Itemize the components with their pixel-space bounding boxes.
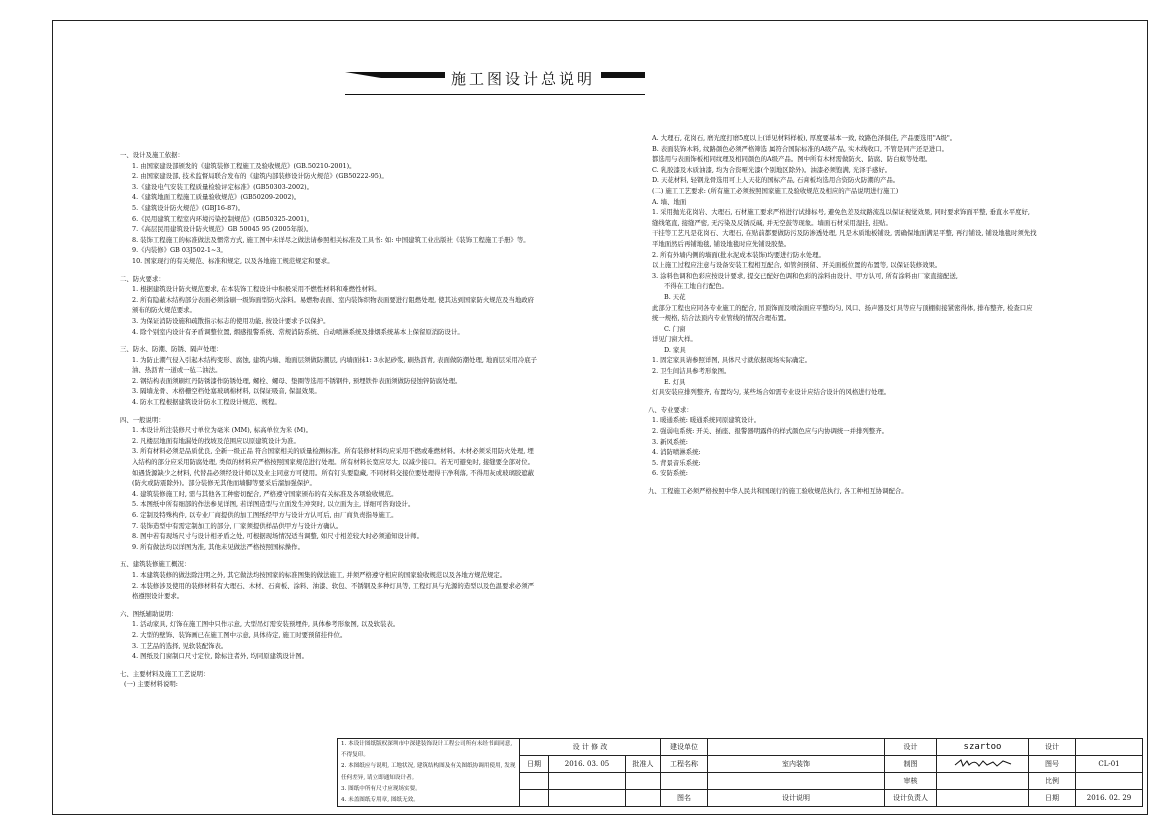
note-item: 3. 涂料色调和色彩应按设计要求, 提交已配好色调和色彩的涂料由设计、甲方认可, 所有涂料由厂家直接配送, <box>652 271 958 280</box>
note-item: 3. 隔墙龙骨、木格栅空档处塞玻璃棉材料, 以保证吸音, 保温效果。 <box>132 387 321 396</box>
scale-label: 比例 <box>1029 773 1076 790</box>
note-item: 3. 工艺品的选择, 见软装配饰表。 <box>132 641 228 650</box>
note-item: 干挂等工艺凡是花岗石、大理石, 在贴前都要做防污及防渗透处理, 凡是木质地板铺设, 需确保地面满足平整, 再行铺设, 铺设地毯时须先找平地面然后再铺地毯, 铺设地毯时应先铺设胶垫。 <box>652 229 1037 248</box>
design-value <box>1076 739 1143 756</box>
note-item: 1. 本设计所注装修尺寸单位为毫米 (MM), 标高单位为米 (M)。 <box>132 426 313 435</box>
note-item: C. 门窗 <box>664 324 686 333</box>
note-item: 7.《高层民用建筑设计防火规范》GB 50045 95 (2005年版)。 <box>132 225 313 234</box>
design-label: 设计 <box>885 739 937 756</box>
note-item: 此部分工程也应同各专业施工的配合, 吊顶饰面及喷涂面应平整均匀, 风口、扬声器及灯具等应与顶棚衔接紧密得体, 排布整齐, 检查口应统一规格, 结合法顶内专业管线的情况合理布置。 <box>652 303 1033 323</box>
date-value: 2016. 02. 29 <box>1076 790 1143 807</box>
section-heading: 六、图纸辅助说明： <box>120 609 178 618</box>
note-item: 2. 卫生间洁具参考形象图。 <box>652 367 731 376</box>
date-label-2: 日期 <box>1029 790 1076 807</box>
note-item: (一) 主要材料说明: <box>124 680 178 689</box>
note-item: 1. 根据建筑设计防火规范要求, 在本装饰工程设计中积极采用不燃性材料和难燃性材料。 <box>132 285 381 294</box>
note-item: D. 家具 <box>664 345 686 354</box>
note-item: 2. 由国家建设部, 技术监督局联合发布的《建筑内部装修设计防火规范》(GB50222-95)。 <box>132 172 388 181</box>
note-item: 5. 本图纸中所有细部的作法参见详图, 若详图造型与立面发生冲突时, 以立面为主, 详细可咨询设计。 <box>132 500 415 509</box>
right-notes-column <box>648 133 1038 497</box>
section-heading: 一、设计及施工依据： <box>120 151 184 159</box>
note-item: C. 乳胶漆及木质油漆, 均为合资哑光漆(个别地区除外)。油漆必须饱满, 光泽手感好。 <box>652 165 892 174</box>
note-item: 1. 固定家具请参照详图, 具体尺寸就依据现场实际确定。 <box>652 356 812 365</box>
note-item: 1. 暖通系统: 暖通系统同原建筑设计。 <box>652 416 761 425</box>
client-value <box>708 739 885 756</box>
section-heading: 三、防水、防潮、防锈、隔声处理： <box>120 345 223 354</box>
note-item: 都选用与表面饰板相同纹理及相同颜色的A级产品。图中所有木材需做防火、防腐、防白蚁等处理。 <box>652 155 932 164</box>
note-item: 4. 消防喷淋系统: <box>652 448 701 457</box>
section-heading: 四、一般说明： <box>120 415 165 424</box>
note-item: 9. 所有做法均以详图为准, 其他未见做法严格按照国标操作。 <box>132 542 304 551</box>
note-item: 2. 强弱电系统: 开关、插座、报警器明露件的样式颜色应与内协调统一并排列整齐。 <box>652 427 888 436</box>
note-item: 5.《建筑设计防火规范》(GBJ16-87)。 <box>132 203 245 212</box>
note-item: 2. 所有隐蔽木结构部分表面必须涂刷一级饰面型防火涂料。易燃物表面、室内装饰织物表面要进行阻燃处理, 使其达到国家防火规范及当地政府颁布的防火规范要求。 <box>132 295 535 315</box>
spacer-cell <box>661 773 708 790</box>
note-item: B. 表面装饰木料, 纹路颜色必须严格筛选 属符合国际标准的A级产品, 实木线收口, 不管是同产还是进口。 <box>652 144 948 153</box>
page-title: 施工图设计总说明 <box>445 68 601 89</box>
note-item: 9.《内装修》GB 03J502-1~3。 <box>132 246 227 255</box>
note-item: 3.《建设电气安装工程质量检验评定标准》(GB50303-2002)。 <box>132 182 314 191</box>
lead-label: 设计负责人 <box>885 790 937 807</box>
drawing-no-label: 图号 <box>1029 756 1076 773</box>
drawing-no: CL-01 <box>1076 756 1143 773</box>
drawing-name-label: 图名 <box>661 790 708 807</box>
section-heading: 二、防火要求： <box>120 274 165 283</box>
lead-value <box>937 790 1029 807</box>
note-item: E. 灯具 <box>664 377 686 386</box>
note-item: 2. 钢结构表面须刷红丹防锈漆作防锈处理, 螺栓、螺母、垫圈等选用不锈钢件, 预埋铁件表面须做防侵蚀锌防腐处理。 <box>132 376 462 385</box>
revision-header: 设 计 修 改 <box>520 739 661 756</box>
note-item: 灯具安装应排列整齐, 布置均匀, 某些场合如需专业设计应结合设计的风格进行处理。 <box>652 388 891 397</box>
revision-date: 2016. 03. 05 <box>549 756 626 773</box>
note-item: 2. 本装修涉及使用的装修材料有大理石、木材、石膏板、涂料、油漆、软包、不锈钢及多种灯具等, 工程灯具与光源的造型以及色温要求必须严格遵照设计要求。 <box>132 581 535 601</box>
signature-image <box>953 758 1013 768</box>
note-item: D. 天花材料, 轻钢龙骨选用可上人天花的国标产品, 石膏板均选用合资防火防潮的产品。 <box>652 176 900 185</box>
note-item: 6.《民用建筑工程室内环境污染控制规范》(GB50325-2001)。 <box>132 214 314 223</box>
note-item: (二) 施工工艺要求: (所有施工必须按照国家施工及验收规范及相应的产品说明进行施工) <box>652 186 899 195</box>
section-heading: 八、专业要求： <box>648 405 693 414</box>
client-label: 建设单位 <box>661 739 708 756</box>
note-item: 6. 定制及特殊构件, 以专业厂商提供的加工图纸经甲方与设计方认可后, 由厂商负责指导施工。 <box>132 511 398 519</box>
revision-row-empty <box>626 773 661 790</box>
note-item: B. 天花 <box>664 292 686 301</box>
drafter-signature <box>937 756 1029 773</box>
note-item: A. 大理石, 花岗石, 磨光度打磨5度以上(详见材料样板), 厚度要基本一致, 纹路色泽俱佳, 产品要选用"A级"。 <box>652 134 957 142</box>
note-item: 1. 为防止潮气侵入引起木结构变形、腐蚀, 建筑内墙、地面层须做防潮层, 内墙面抹1: 3水泥砂浆, 刷热沥青, 表面做防潮处理, 地面层采用冷底子油、热沥青一道或一毡二油法。 <box>132 355 538 375</box>
left-notes-column <box>120 143 540 690</box>
revision-row-empty <box>549 790 626 807</box>
note-line: 3. 图纸中所有尺寸应现场实要。 <box>341 785 421 792</box>
note-item: 1. 采用抛光花岗岩、大理石, 石材施工要求严格进行试排标号, 避免色差及纹路流乱以保证视觉效果, 同时要求饰面平整, 垂直水平度好, 缝线笔直, 接缝严密, 无污染及反锈反碱, 并无空鼓等现象。墙面石材采用湿挂, 挂贴。 <box>652 208 1030 227</box>
draw-label: 制图 <box>885 756 937 773</box>
note-item: 4.《建筑地面工程施工质量验收规范》(GB50209-2002)。 <box>132 193 301 202</box>
project-label: 工程名称 <box>661 756 708 773</box>
section-heading: 七、主要材料及施工工艺说明： <box>120 669 210 678</box>
copyright-notes <box>338 739 520 807</box>
note-item: 6. 安防系统: <box>652 469 688 478</box>
title-block-table <box>337 738 1143 807</box>
note-item: 2. 大型的壁饰、装饰画已在施工图中示意, 具体待定, 施工时要预留挂件位。 <box>132 630 347 639</box>
note-item: 8. 图中若有现场尺寸与设计相矛盾之处, 可根据现场情况适当调整, 如尺寸相差较大时必须通知设计师。 <box>132 532 424 541</box>
note-item: 3. 所有材料必须是品质优良, 全新一级正品 符合国家相关的质量检测标准。所有装修材料均应采用不燃或难燃材料。木材必须采用防火处理, 埋入结构的部分应采用防腐处理, 类似的材料应严格按照国家规范进行处理。所有材料长宽应尽大, 以减少接口。若无可避免时, 接缝要全部对位。如遇货源缺少之材料, 代替品必须经设计师以及业主同意方可使用。所有钉头要隐藏, 不同材料交接位要处理得干净利落, 不得用灰或玻璃胶遮蔽(防火或防震除外)。部分装修无其他而墙脚等要采后溜加强保护。 <box>132 447 535 488</box>
designer-name: szartoo <box>937 739 1029 756</box>
title-underline <box>345 94 645 95</box>
note-line: 1. 本设计图纸版权深圳市中深建装饰设计工程公司所有未经书面同意, 不得复印。 <box>341 741 513 759</box>
note-item: 2. 凡楼层地面有地漏处的找坡及范围应以原建筑设计为准。 <box>132 436 300 445</box>
note-item: 10. 国家现行的有关规范、标准和规定, 以及各地施工规范规定和要求。 <box>132 256 334 265</box>
revision-row-empty <box>626 790 661 807</box>
note-item: 1. 本建筑装修的做法除注明之外, 其它做法均按国家的标准图集的做法施工, 并须严格遵守相应的国家验收规范以及各地方规范规定。 <box>132 570 507 579</box>
note-line: 4. 未盖图纸专用章, 图纸无效。 <box>341 797 419 804</box>
design-label-2: 设计 <box>1029 739 1076 756</box>
review-label: 审核 <box>885 773 937 790</box>
revision-row-empty <box>520 790 549 807</box>
note-item: 4. 图纸及门窗制口尺寸定位, 除标注者外, 均同原建筑设计图。 <box>132 652 309 661</box>
section-heading: 五、建筑装修施工概况： <box>120 560 191 569</box>
note-item: 8. 装饰工程施工的标准做法及惯常方式, 施工图中未详尽之做法请参照相关标准及工具书: 如: 中国建筑工业出版社《装饰工程施工手册》等。 <box>132 235 530 244</box>
note-item: 1. 活动家具, 灯饰在施工图中只作示意, 大型吊灯需安装预埋件, 具体参考形象图, 以及软装表。 <box>132 620 400 629</box>
date-label: 日期 <box>520 756 549 773</box>
note-item: 4. 建筑装修施工时, 需与其他各工种密切配合, 严格遵守国家颁布的有关标准及各项验收规范。 <box>132 489 398 498</box>
project-value: 室内装饰 <box>708 756 885 773</box>
note-item: 1. 由国家建设部颁发的《建筑装修工程施工及验收规范》(GB.50210-2001)。 <box>132 161 356 170</box>
note-item: 4. 除个别室内设计有矛盾调整位置, 烟感报警系统、常规消防系统、自动喷淋系统及排烟系统基本上保留原消防设计。 <box>132 327 464 336</box>
approver-label: 批准人 <box>626 756 661 773</box>
note-item: 7. 装饰造型中有需定制加工的部分, 厂家须提供样品供甲方与设计方确认。 <box>132 521 343 530</box>
spacer-cell <box>708 773 885 790</box>
note-item: 以上施工过程应注意与设备安装工程相互配合, 如管剑预留、开关面板位置的布置等, 以保证装修效果。 <box>652 261 942 270</box>
note-item: A. 墙、地面 <box>652 197 687 206</box>
revision-row-empty <box>520 773 549 790</box>
section-heading: 九、工程施工必须严格按照中华人民共和国现行的施工验收规范执行, 各工种相互协调配合。 <box>648 487 908 495</box>
note-item: 不得在工地自行配色。 <box>664 282 728 291</box>
scale-value <box>1076 773 1143 790</box>
note-line: 2. 本图纸应与说明, 工地状况, 建筑结构图及有关图纸协调用使用, 发现任何差异, 请立即通知设计者。 <box>341 763 516 781</box>
title-block-header <box>345 64 645 100</box>
review-value <box>937 773 1029 790</box>
revision-row-empty <box>549 773 626 790</box>
note-item: 3. 为保证消防设施和疏散指示标志的使用功能, 按设计要求予以保护。 <box>132 316 330 325</box>
note-item: 4. 防水工程根据建筑设计防水工程设计规范、规程。 <box>132 398 281 407</box>
note-item: 2. 所有外墙内侧的墙面(批水泥成本装饰)均要进行防水处理。 <box>652 250 825 259</box>
note-item: 3. 新风系统: <box>652 437 688 446</box>
note-item: 5. 背景音乐系统: <box>652 458 701 467</box>
note-item: 详见门窗大样。 <box>652 335 697 344</box>
drawing-name-value: 设计说明 <box>708 790 885 807</box>
